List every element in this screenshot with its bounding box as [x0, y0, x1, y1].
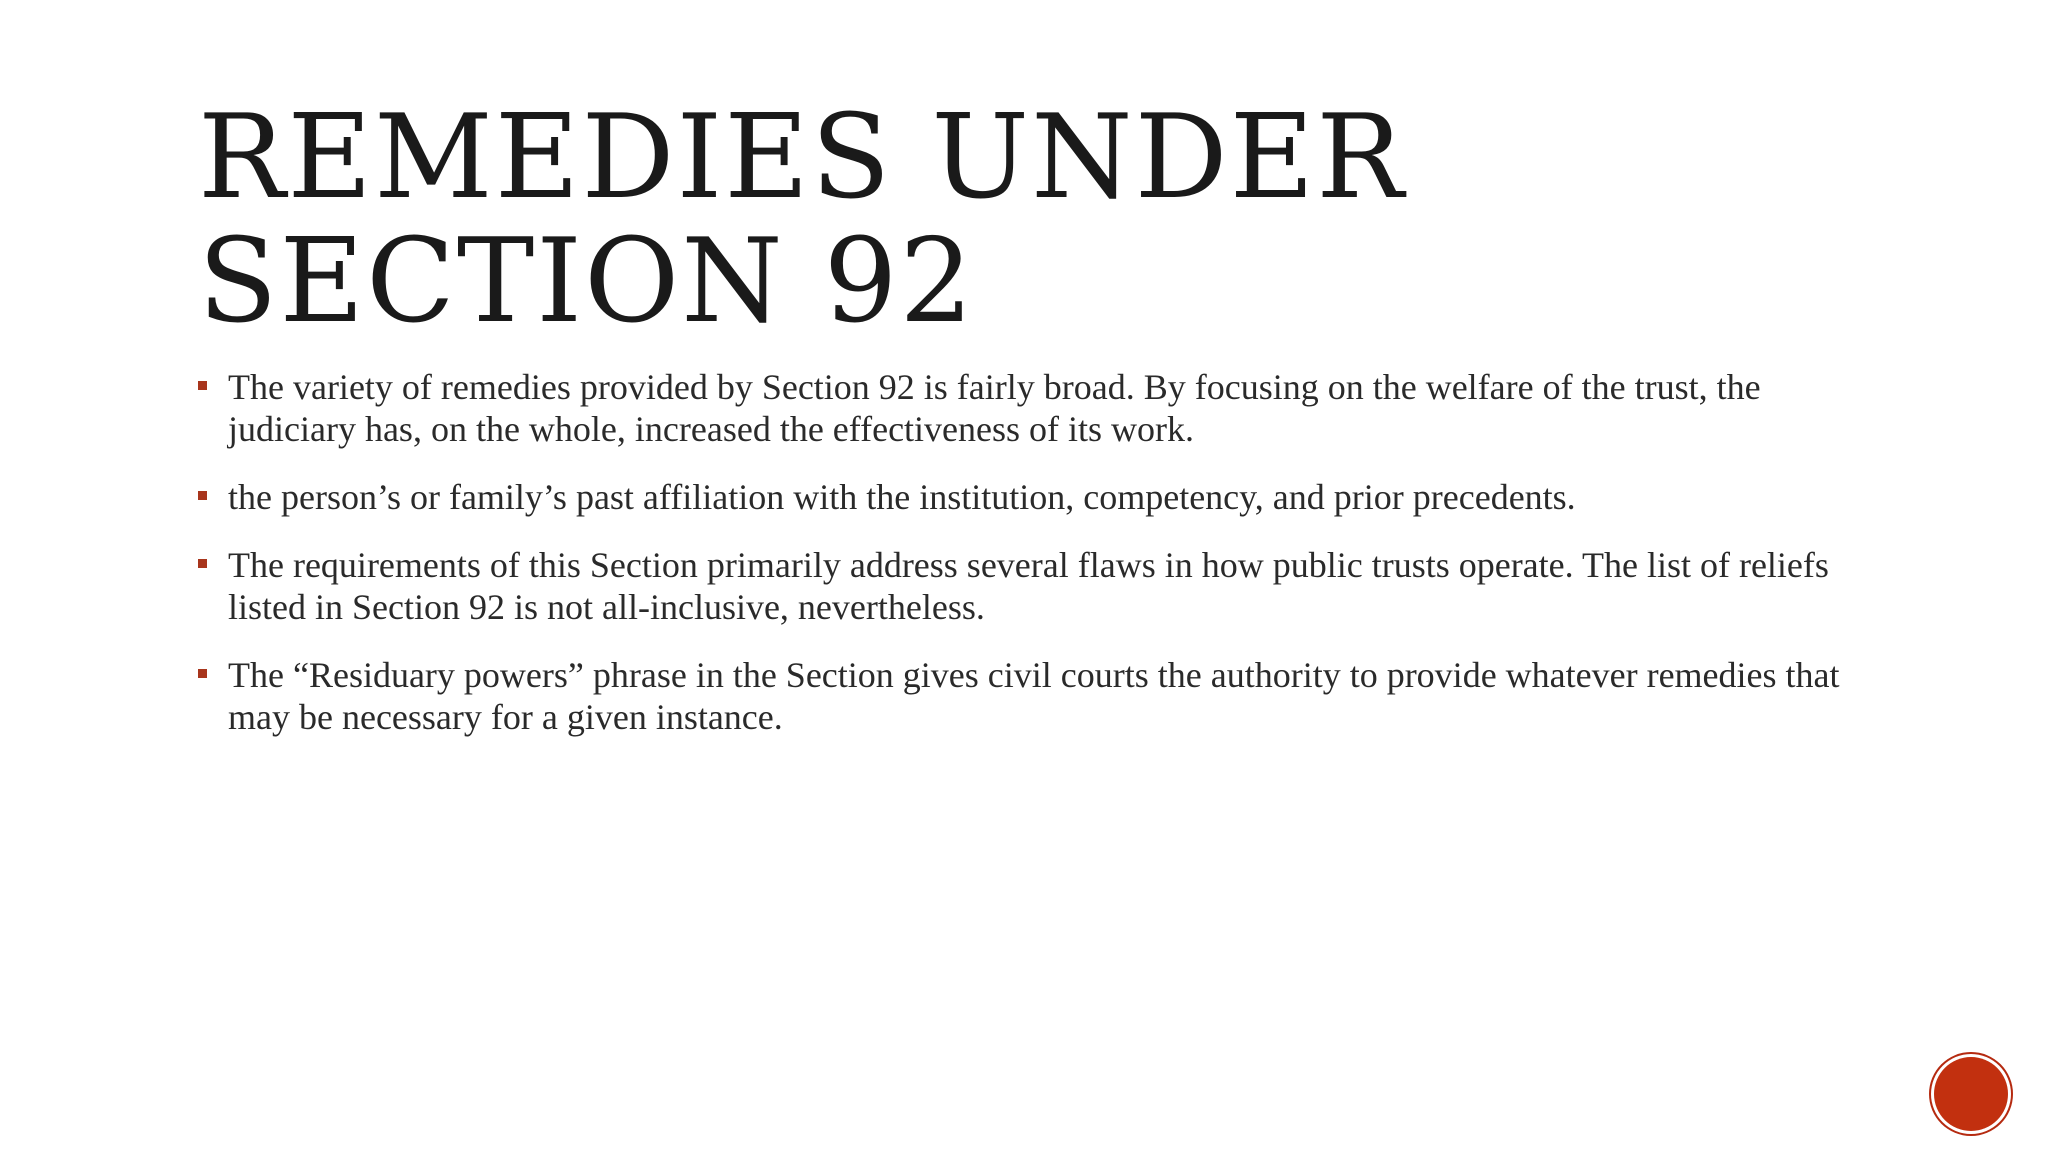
- square-bullet-icon: [198, 491, 207, 500]
- bullet-text: The requirements of this Section primarily address several flaws in how public trusts operate. The list of reliefs listed in Section 92 is not all-inclusive, nevertheless.: [228, 545, 1829, 627]
- bullet-text: The variety of remedies provided by Section 92 is fairly broad. By focusing on the welfare of the trust, the judiciary has, on the whole, increased the effectiveness of its work.: [228, 367, 1761, 449]
- slide-title: [198, 90, 1798, 349]
- slide-title-line: SECTION 92: [198, 214, 976, 349]
- slide-navigation-badge-icon[interactable]: [1934, 1057, 2008, 1131]
- bullet-text: The “Residuary powers” phrase in the Section gives civil courts the authority to provide whatever remedies that may be necessary for a given instance.: [228, 655, 1840, 737]
- bullet-text: the person’s or family’s past affiliation with the institution, competency, and prior precedents.: [228, 477, 1576, 517]
- slide-title-line: REMEDIES UNDER: [198, 90, 1406, 225]
- square-bullet-icon: [198, 559, 207, 568]
- square-bullet-icon: [198, 381, 207, 390]
- bullet-list: [198, 366, 1878, 764]
- bullet-item: [198, 654, 1878, 738]
- bullet-item: [198, 476, 1878, 518]
- square-bullet-icon: [198, 669, 207, 678]
- bullet-item: [198, 366, 1878, 450]
- bullet-item: [198, 544, 1878, 628]
